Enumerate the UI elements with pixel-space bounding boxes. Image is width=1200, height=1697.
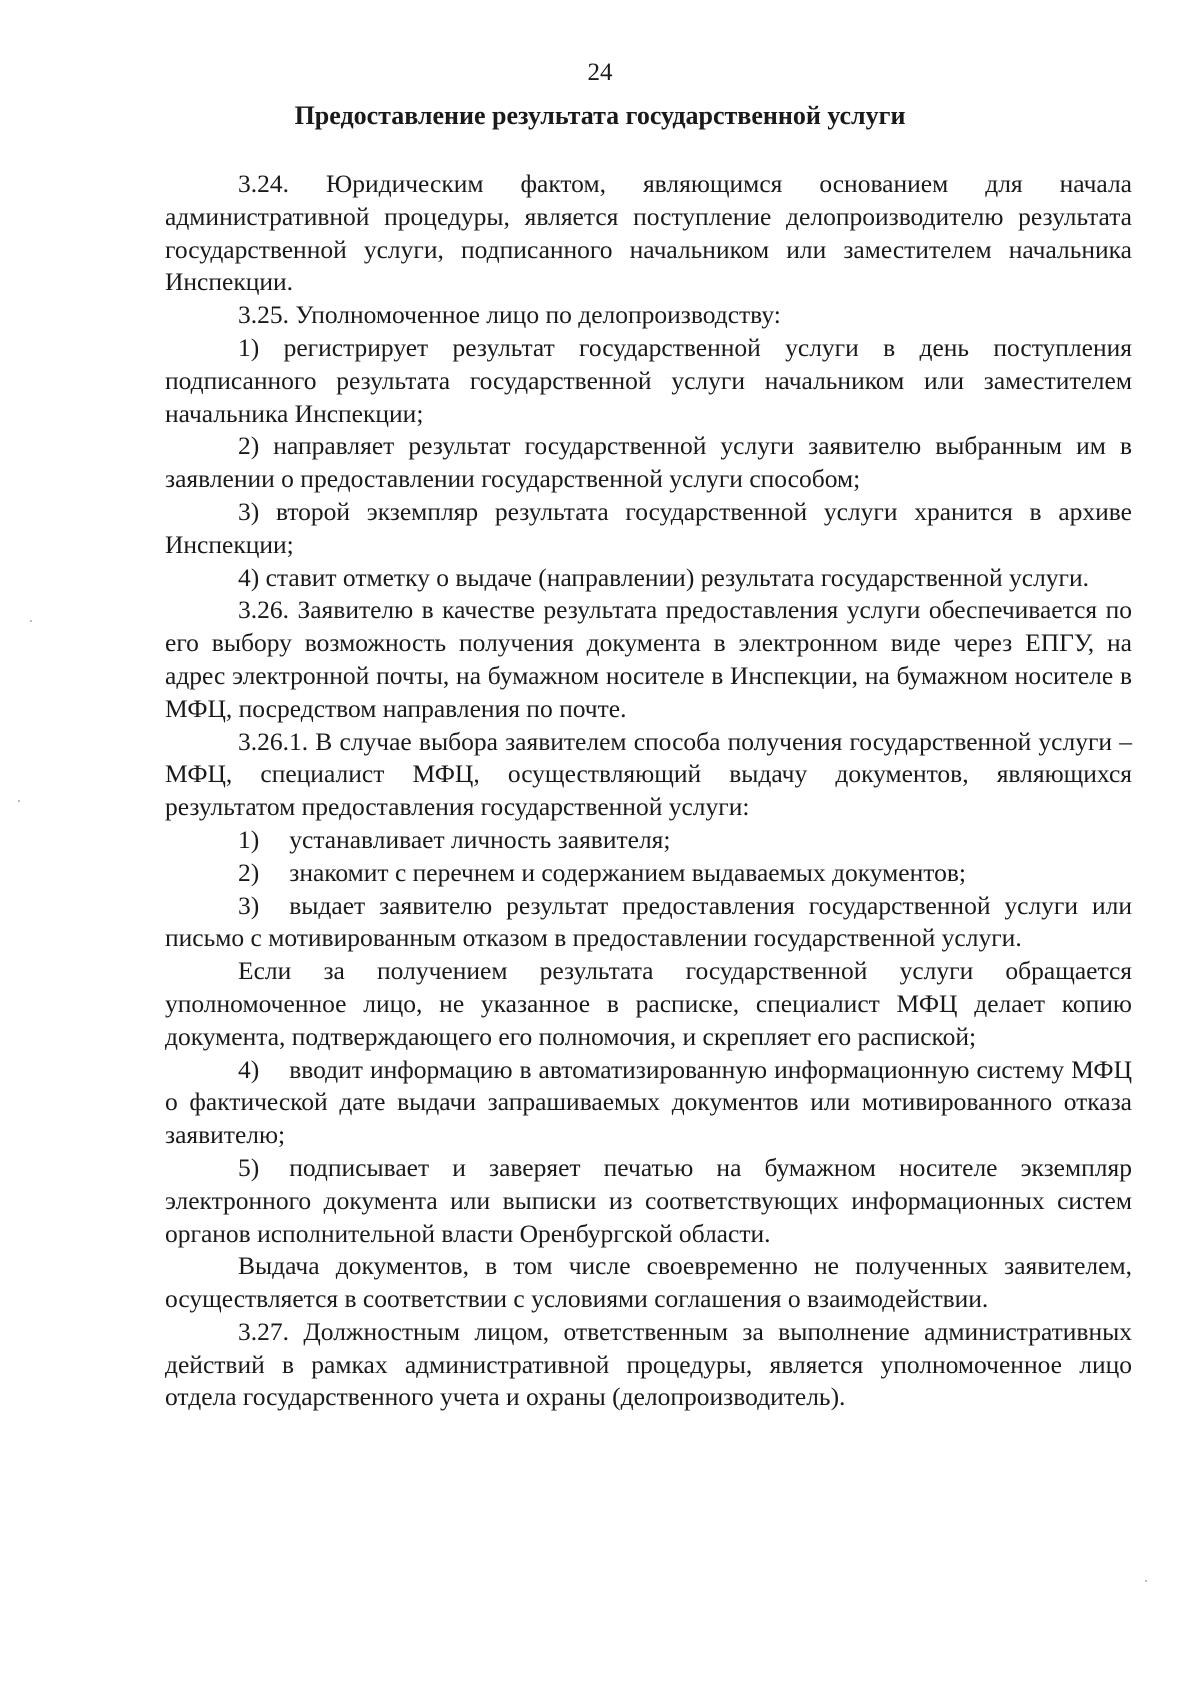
paragraph-3-25-item-2: 2) направляет результат государственной услуги заявителю выбранным им в заявлении о предоставлении государственной услуги способом; xyxy=(165,431,1132,494)
paragraph-3-25-item-3: 3) второй экземпляр результата государственной услуги хранится в архиве Инспекции; xyxy=(165,496,1132,559)
list-item-text: вводит информацию в автоматизированную информационную систему МФЦ о фактической дате выдачи запрашиваемых документов или мотивированного отказа заявителю; xyxy=(165,1054,1132,1150)
paragraph-3-25-item-4: 4) ставит отметку о выдаче (направлении) результата государственной услуги. xyxy=(238,562,1090,592)
list-item-text: знакомит с перечнем и содержанием выдаваемых документов; xyxy=(289,857,966,887)
paragraph-3-25-item-1: 1) регистрирует результат государственной услуги в день поступления подписанного результата государственной услуги начальником или заместителем начальника Инспекции; xyxy=(165,332,1132,428)
list-item-number: 1) xyxy=(238,824,260,854)
document-body xyxy=(165,168,1132,1414)
list-item-text: выдает заявителю результат предоставления государственной услуги или письмо с мотивированным отказом в предоставлении государственной услуги. xyxy=(165,890,1132,953)
list-item-number: 5) xyxy=(238,1152,260,1182)
list-item-number: 3) xyxy=(238,890,260,920)
paragraph-3-26: 3.26. Заявителю в качестве результата предоставления услуги обеспечивается по его выбору возможность получения документа в электронном виде через ЕПГУ, на адрес электронной почты, на бумажном носителе в Инспекции, на бумажном носителе в МФЦ, посредством направления по почте. xyxy=(165,595,1132,723)
list-item-mfc-1 xyxy=(165,824,1132,857)
paragraph-3-27: 3.27. Должностным лицом, ответственным за выполнение административных действий в рамках административной процедуры, является уполномоченное лицо отдела государственного учета и охраны (делопроизводитель). xyxy=(165,1316,1132,1412)
list-item-number: 2) xyxy=(238,857,260,887)
list-item-text: подписывает и заверяет печатью на бумажном носителе экземпляр электронного документа или выписки из соответствующих информационных систем органов исполнительной власти Оренбургской области. xyxy=(165,1152,1132,1248)
list-item-number: 4) xyxy=(238,1054,260,1084)
paragraph-3-24: 3.24. Юридическим фактом, являющимся основанием для начала административной процедуры, является поступление делопроизводителю результата государственной услуги, подписанного начальником или заместителем начальника Инспекции. xyxy=(165,169,1132,297)
list-item-mfc-3 xyxy=(165,890,1132,956)
paragraph-authorized-person: Если за получением результата государственной услуги обращается уполномоченное лицо, не указанное в расписке, специалист МФЦ делает копию документа, подтверждающего его полномочия, и скрепляет его распиской; xyxy=(165,956,1132,1051)
scan-speck xyxy=(30,620,32,622)
paragraph-3-26-1: 3.26.1. В случае выбора заявителем способа получения государственной услуги – МФЦ, специалист МФЦ, осуществляющий выдачу документов, являющихся результатом предоставления государственной услуги: xyxy=(165,726,1132,822)
paragraph-issuance: Выдача документов, в том числе своевременно не полученных заявителем, осуществляется в соответствии с условиями соглашения о взаимодействии. xyxy=(165,1251,1132,1314)
list-item-text: устанавливает личность заявителя; xyxy=(289,824,671,854)
paragraph-3-25: 3.25. Уполномоченное лицо по делопроизводству: xyxy=(238,300,781,330)
list-item-mfc-2 xyxy=(165,857,1132,890)
section-heading: Предоставление результата государственной услуги xyxy=(294,101,906,130)
scan-speck xyxy=(1145,1580,1147,1582)
page-number: 24 xyxy=(587,59,613,86)
list-item-mfc-5 xyxy=(165,1152,1132,1250)
list-item-mfc-4 xyxy=(165,1054,1132,1152)
scan-speck xyxy=(18,800,20,802)
